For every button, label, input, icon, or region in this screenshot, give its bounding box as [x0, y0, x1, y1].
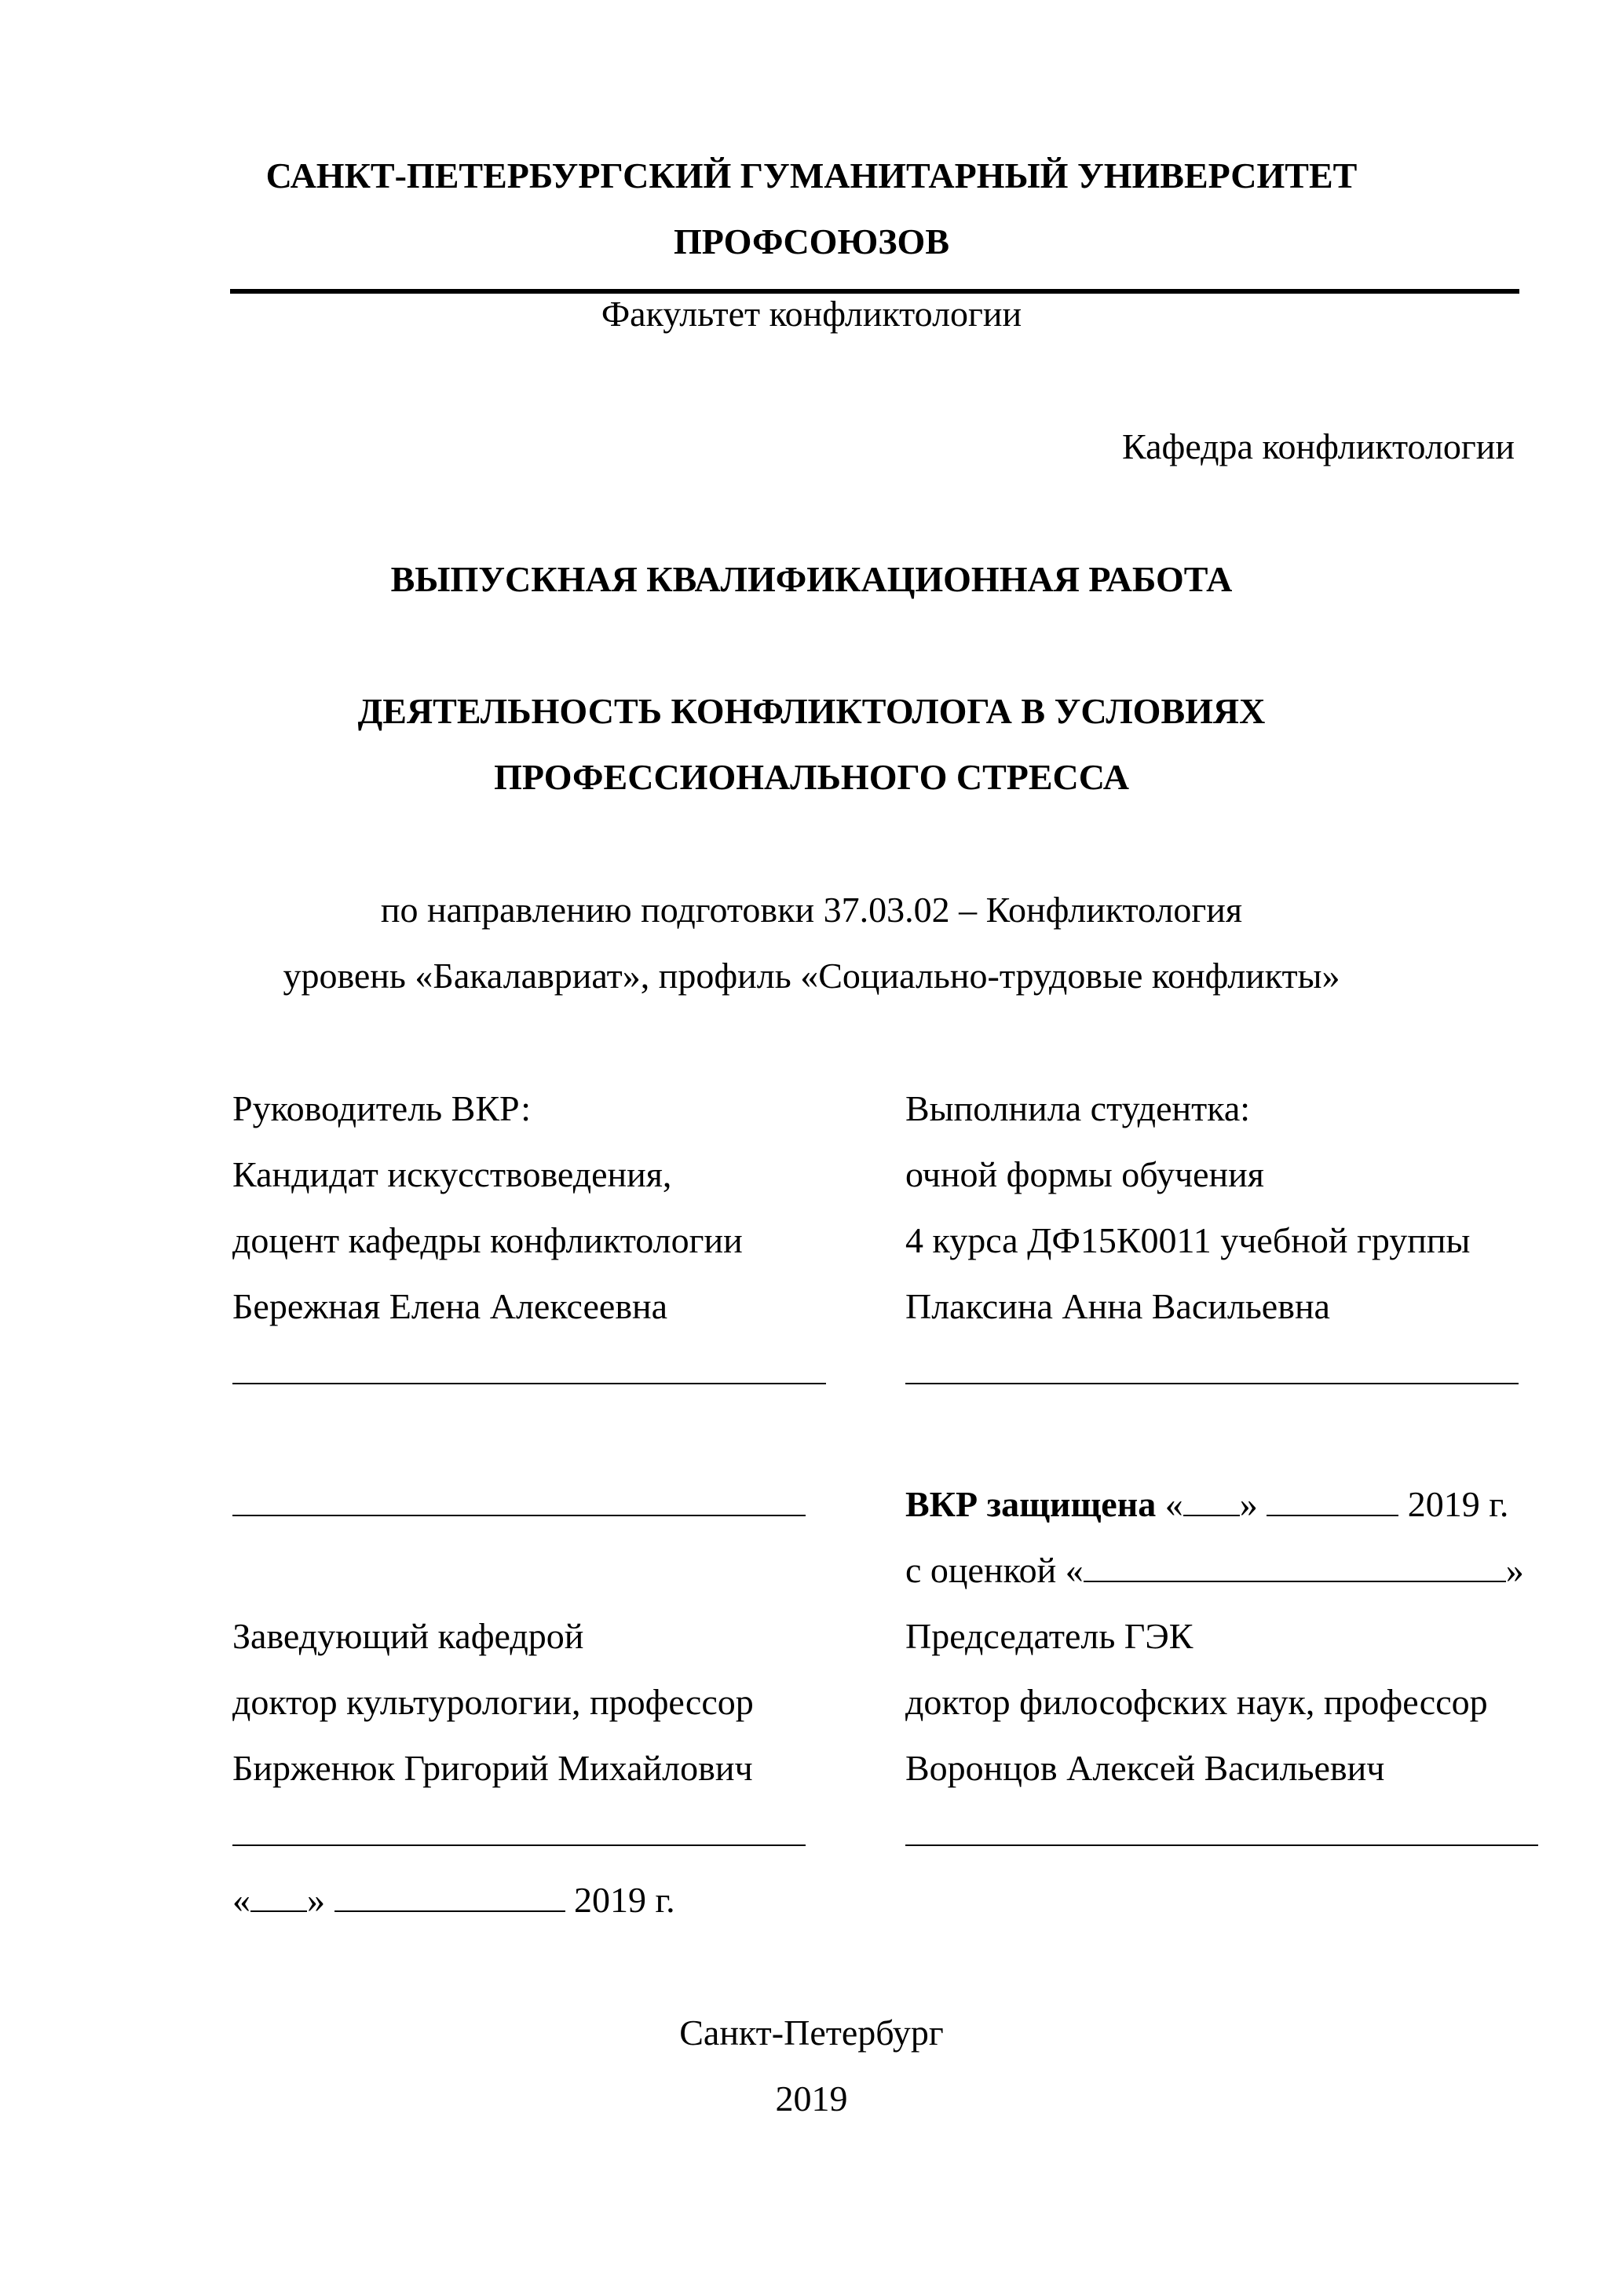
- university-name-line1: САНКТ-ПЕТЕРБУРГСКИЙ ГУМАНИТАРНЫЙ УНИВЕРСИТЕТ: [265, 155, 1358, 196]
- supervisor-name: Бережная Елена Алексеевна: [232, 1286, 668, 1326]
- university-name-line2: ПРОФСОЮЗОВ: [674, 221, 949, 261]
- direction-line: по направлению подготовки 37.03.02 – Конфликтология: [380, 890, 1243, 930]
- head-month-blank[interactable]: [334, 1879, 565, 1912]
- head-label: Заведующий кафедрой: [232, 1616, 584, 1656]
- head-degree: доктор культурологии, профессор: [232, 1682, 754, 1722]
- signature-blank[interactable]: [232, 1351, 826, 1384]
- work-title-line2: ПРОФЕССИОНАЛЬНОГО СТРЕССА: [494, 757, 1129, 797]
- student-signature-field[interactable]: [905, 1351, 1519, 1395]
- grade-label: с оценкой «: [905, 1550, 1084, 1590]
- defense-month-blank[interactable]: [1267, 1483, 1398, 1516]
- student-label: Выполнила студентка:: [905, 1088, 1251, 1128]
- gek-chair-name: Воронцов Алексей Васильевич: [905, 1748, 1385, 1788]
- grade-close-quote: »: [1505, 1550, 1524, 1590]
- signature-blank[interactable]: [232, 1813, 806, 1846]
- faculty-name: Факультет конфликтологии: [601, 294, 1022, 334]
- head-date-year: 2019 г.: [574, 1880, 675, 1920]
- head-date-open-quote: «: [232, 1880, 250, 1920]
- student-name: Плаксина Анна Васильевна: [905, 1286, 1330, 1326]
- department-name: Кафедра конфликтологии: [1122, 426, 1515, 466]
- head-signature-field[interactable]: [232, 1812, 806, 1856]
- supervisor-position: доцент кафедры конфликтологии: [232, 1220, 743, 1260]
- defense-date-open-quote: «: [1164, 1484, 1183, 1524]
- student-group: 4 курса ДФ15К0011 учебной группы: [905, 1220, 1471, 1260]
- head-date-line: [232, 1878, 675, 1922]
- supervisor-label: Руководитель ВКР:: [232, 1088, 532, 1128]
- gek-chair-signature-field[interactable]: [905, 1812, 1538, 1856]
- defense-grade-line: [905, 1548, 1524, 1592]
- gek-chair-label: Председатель ГЭК: [905, 1616, 1193, 1656]
- level-line: уровень «Бакалавриат», профиль «Социально-трудовые конфликты»: [283, 956, 1340, 996]
- signature-blank[interactable]: [232, 1483, 806, 1516]
- defense-day-blank[interactable]: [1183, 1483, 1240, 1516]
- work-type: ВЫПУСКНАЯ КВАЛИФИКАЦИОННАЯ РАБОТА: [390, 559, 1233, 599]
- defense-date-close-quote: »: [1239, 1484, 1258, 1524]
- supervisor-signature-field[interactable]: [232, 1351, 826, 1395]
- head-date-close-quote: »: [307, 1880, 325, 1920]
- signature-blank[interactable]: [905, 1813, 1538, 1846]
- head-day-blank[interactable]: [250, 1879, 307, 1912]
- defense-date-line: [905, 1483, 1508, 1526]
- footer-year: 2019: [775, 2078, 848, 2119]
- footer-city: Санкт-Петербург: [679, 2013, 944, 2053]
- signature-blank[interactable]: [905, 1351, 1519, 1384]
- grade-blank[interactable]: [1084, 1549, 1506, 1582]
- supervisor-degree: Кандидат искусствоведения,: [232, 1154, 672, 1194]
- left-extra-signature-field[interactable]: [232, 1483, 806, 1526]
- defense-year: 2019 г.: [1407, 1484, 1509, 1524]
- head-name: Бирженюк Григорий Михайлович: [232, 1748, 753, 1788]
- gek-chair-degree: доктор философских наук, профессор: [905, 1682, 1488, 1722]
- student-study-form: очной формы обучения: [905, 1154, 1264, 1194]
- defense-label: ВКР защищена: [905, 1484, 1157, 1524]
- work-title-line1: ДЕЯТЕЛЬНОСТЬ КОНФЛИКТОЛОГА В УСЛОВИЯХ: [357, 691, 1266, 731]
